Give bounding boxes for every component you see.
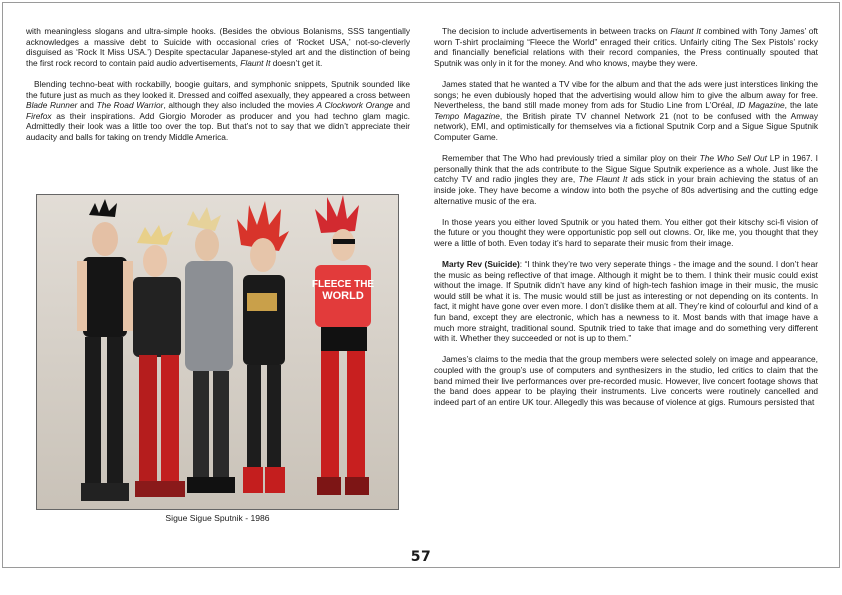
paragraph: Remember that The Who had previously tried a similar ploy on their The Who Sell Out LP in 1967. I personally think that the ads contribute to the Sigue Sigue Sputnik experience as a whole. Just like the catchy TV and radio jingles they are, The Flaunt It ads stick in your brain achieving the status of an inside joke. They have become a window into both the psyche of 80s advertising and the cutting edge alternative music of the era. xyxy=(434,153,818,206)
speaker-name: Marty Rev (Suicide) xyxy=(442,259,520,270)
left-column xyxy=(26,26,410,153)
paragraph: James’s claims to the media that the group members were selected solely on image and appearance, coupled with the group’s use of computers and synthesizers in the studio, led critics to claim that the band mimed their live performances over pre-recorded music. However, live concert footage shows that the band does appear to be playing their instruments. Live concerts were routinely cancelled and indeed part of an entire UK tour. Allegedly this was because of violence at gigs. Rumours persisted that xyxy=(434,354,818,407)
band-photo xyxy=(36,194,399,510)
paragraph: Marty Rev (Suicide): “I think they’re two very seperate things - the image and the sound. I don’t hear the music as being reflective of that image. Although it might be to them. I think their music could exist without the image. If Sputnik didn’t have any kind of high-tech fashion image in their music, the music would still be what it is. The music would still be just as interesting or not depending on its contents. In fact, it might have gone over even more. I don’t dislike them at all. They’re kind of colourful and kind of a fun band, except they are electronic, which has a newness to it. Most bands with that image have a much more straight, traditional sound. Sputnik tried to take that image and do something very different with it. Whether they succeeded or not is up to them.” xyxy=(434,259,818,344)
paragraph: with meaningless slogans and ultra-simple hooks. (Besides the obvious Bolanisms, SSS tangentially acknowledges a massive debt to Suicide with occasional cries of ‘Rocket USA,’ not-so-cleverly disguised as ‘Rock It Miss USA.’) Despite spectacular Japanese-styled art and the distinction of being the first rock record to contain paid audio advertisements, Flaunt It doesn’t get it. xyxy=(26,26,410,68)
paragraph: James stated that he wanted a TV vibe for the album and that the ads were just interstices linking the songs; he even dubiously hoped that the advertising would allow him to give the album away for free. Nevertheless, the band still made money from ads for Studio Line from L’Oréal, ID Magazine, the late Tempo Magazine, the British pirate TV channel Network 21 (not to be confused with the Amway network), EMI, and optimistically for themselves via a fictional Sputnik Corp and a Sigue Sigue Sputnik Computer Game. xyxy=(434,78,819,142)
page-number: 57 xyxy=(410,549,432,565)
paragraph: The decision to include advertisements in between tracks on Flaunt It combined with Tony James’ oft worn T-shirt proclaiming “Fleece the World” enraged their critics. Unfairly citing The Sex Pistols’ rocky and financially beneficial relations with their record companies, the Press continually spouted that Sputnik was only in it for the money. And who knows, maybe they were. xyxy=(434,26,819,68)
paragraph: In those years you either loved Sputnik or you hated them. You either got their kitschy sci-fi vision of the future or you thought they were opportunistic pop sell out clowns. Or, like me, you thought that they were a little of both. Even today it’s hard to separate their music from their image. xyxy=(434,216,818,248)
shirt-slogan-line-2: WORLD xyxy=(322,290,364,302)
shirt-slogan-line-1: FLEECE THE xyxy=(311,279,375,290)
photo-caption: Sigue Sigue Sputnik - 1986 xyxy=(165,513,270,523)
paragraph: Blending techno-beat with rockabilly, boogie guitars, and symphonic snippets, Sputnik sounded like the future just as much as they looked it. Dressed and coiffed asexually, they appeared a cross between Blade Runner and The Road Warrior, although they also included the movies A Clockwork Orange and Firefox as their inspirations. Add Giorgio Moroder as producer and you had techno glam magic. Admittedly their look was a little too over the top. But that’s not to say that we didn’t appreciate their audacity and balls for taking on trendy Middle America. xyxy=(26,78,410,142)
right-column xyxy=(434,26,818,407)
